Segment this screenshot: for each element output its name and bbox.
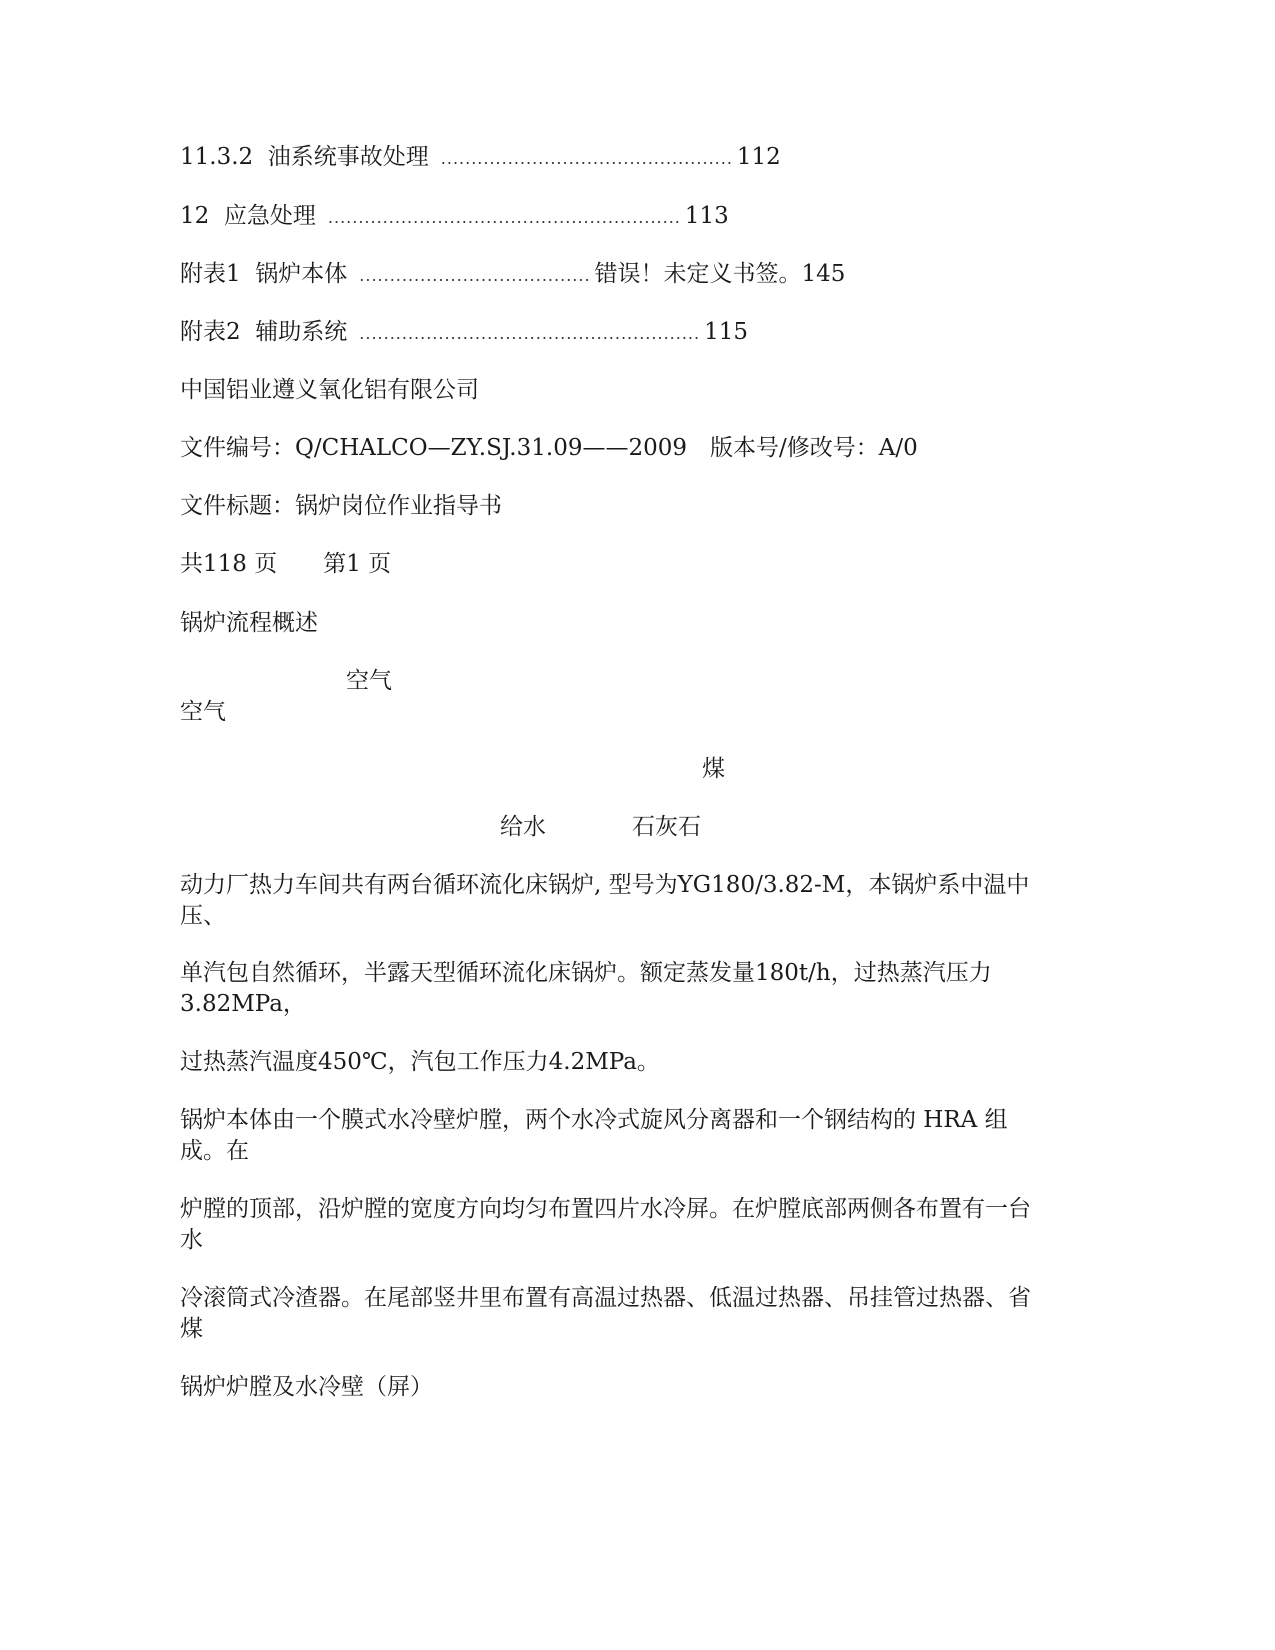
toc-title: 应急处理 xyxy=(223,203,316,229)
paragraph: 过热蒸汽温度450℃，汽包工作压力4.2MPa。 xyxy=(180,1049,660,1075)
toc-page: 错误！未定义书签。145 xyxy=(594,261,846,287)
toc-entry[interactable] xyxy=(180,201,729,233)
toc-leader: ................................................ xyxy=(440,149,733,168)
diagram-label-air: 空气 xyxy=(346,668,392,694)
paragraph: 锅炉本体由一个膜式水冷壁炉膛，两个水冷式旋风分离器和一个钢结构的 HRA 组成。在 xyxy=(180,1107,1008,1164)
toc-page: 112 xyxy=(736,144,781,170)
toc-entry[interactable] xyxy=(180,259,845,291)
diagram-label-feedwater: 给水 xyxy=(500,814,546,840)
page-count: 共118 页 第1 页 xyxy=(180,551,392,577)
file-title: 文件标题：锅炉岗位作业指导书 xyxy=(180,493,502,519)
toc-title: 油系统事故处理 xyxy=(267,144,429,170)
toc-leader: ........................................................ xyxy=(359,324,701,343)
toc-leader: .......................................................... xyxy=(327,208,681,227)
toc-number: 附表2 xyxy=(180,319,241,345)
toc-page: 115 xyxy=(704,319,748,345)
toc-number: 附表1 xyxy=(180,261,241,287)
diagram-label-coal: 煤 xyxy=(702,756,725,782)
paragraph: 冷滚筒式冷渣器。在尾部竖井里布置有高温过热器、低温过热器、吊挂管过热器、省煤 xyxy=(180,1285,1031,1342)
toc-number: 12 xyxy=(180,203,210,229)
file-number: 文件编号：Q/CHALCO—ZY.SJ.31.09——2009 版本号/修改号：A/0 xyxy=(180,435,918,461)
toc-entry[interactable] xyxy=(180,142,781,174)
diagram-label-limestone: 石灰石 xyxy=(632,814,701,840)
paragraph: 炉膛的顶部，沿炉膛的宽度方向均匀布置四片水冷屏。在炉膛底部两侧各布置有一台水 xyxy=(180,1196,1031,1253)
subheading: 锅炉炉膛及水冷壁（屏） xyxy=(180,1374,433,1400)
paragraph: 动力厂热力车间共有两台循环流化床锅炉, 型号为YG180/3.82-M，本锅炉系中温中压、 xyxy=(180,872,1030,929)
toc-number: 11.3.2 xyxy=(180,144,254,170)
toc-entry[interactable] xyxy=(180,317,748,349)
toc-leader: ...................................... xyxy=(359,266,591,285)
diagram-label-air: 空气 xyxy=(180,699,226,725)
company-name: 中国铝业遵义氧化铝有限公司 xyxy=(180,377,479,403)
section-title: 锅炉流程概述 xyxy=(180,610,318,636)
toc-title: 锅炉本体 xyxy=(255,261,348,287)
toc-page: 113 xyxy=(684,203,729,229)
toc-title: 辅助系统 xyxy=(255,319,348,345)
paragraph: 单汽包自然循环，半露天型循环流化床锅炉。额定蒸发量180t/h，过热蒸汽压力3.82MPa， xyxy=(180,960,992,1017)
